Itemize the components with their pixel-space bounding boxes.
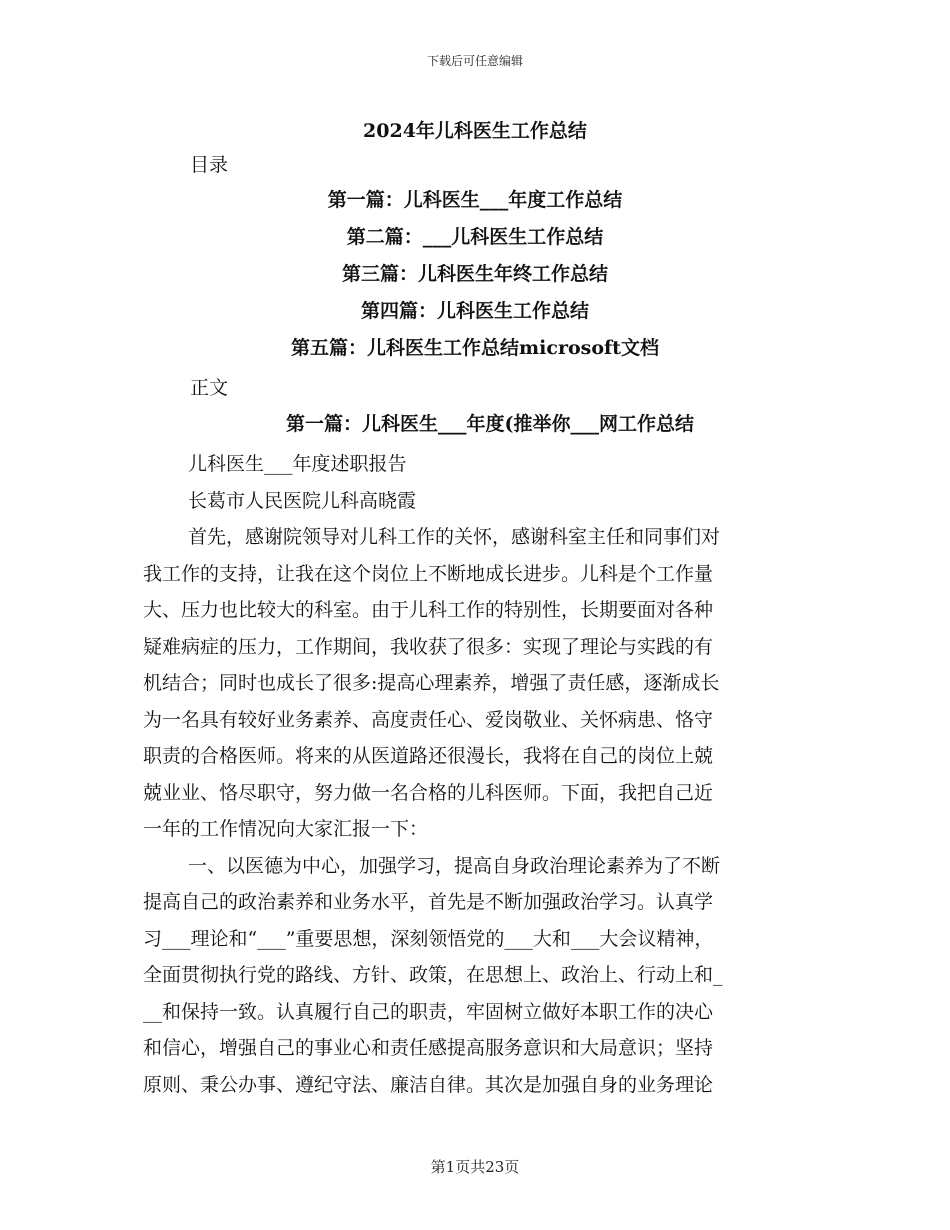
paragraph-1-line: 大、压力也比较大的科室。由于儿科工作的特别性，长期要面对各种 <box>143 599 714 621</box>
paragraph-1-line: 为一名具有较好业务素养、高度责任心、爱岗敬业、关怀病患、恪守 <box>143 708 714 731</box>
paragraph-1-line: 一年的工作情况向大家汇报一下： <box>143 818 429 840</box>
paragraph-1-line: 兢业业、恪尽职守，努力做一名合格的儿科医师。下面，我把自己近 <box>143 781 714 804</box>
paragraph-2-line: 习___理论和“___”重要思想，深刻领悟党的___大和___大会议精神， <box>143 927 714 950</box>
section-title: 第一篇：儿科医生___年度(推举你___网工作总结 <box>286 413 694 435</box>
toc-item-3: 第三篇：儿科医生年终工作总结 <box>341 263 608 285</box>
paragraph-1-line: 我工作的支持，让我在这个岗位上不断地成长进步。儿科是个工作量 <box>143 562 714 585</box>
toc-item-2: 第二篇：___儿科医生工作总结 <box>346 226 604 248</box>
paragraph-2-line: 原则、秉公办事、遵纪守法、廉洁自律。其次是加强自身的业务理论 <box>143 1073 714 1096</box>
paragraph-1-line: 职责的合格医师。将来的从医道路还很漫长，我将在自己的岗位上兢 <box>143 745 714 767</box>
toc-item-1: 第一篇：儿科医生___年度工作总结 <box>327 189 623 211</box>
body-text <box>143 446 809 1103</box>
document-title: 2024年儿科医生工作总结 <box>363 120 587 142</box>
paragraph-1-line: 机结合；同时也成长了很多:提高心理素养，增强了责任感，逐渐成长 <box>143 672 720 694</box>
table-of-contents <box>0 186 950 371</box>
paragraph-2-line: 全面贯彻执行党的路线、方针、政策，在思想上、政治上、行动上和_ <box>143 964 723 986</box>
paragraph-1-line: 疑难病症的压力，工作期间，我收获了很多：实现了理论与实践的有 <box>143 635 714 658</box>
paragraph-1-line: 首先，感谢院领导对儿科工作的关怀，感谢科室主任和同事们对 <box>188 526 721 548</box>
toc-label: 目录 <box>190 154 229 176</box>
report-title: 儿科医生___年度述职报告 <box>188 453 407 475</box>
toc-item-4: 第四篇：儿科医生工作总结 <box>360 300 589 322</box>
toc-item-5: 第五篇：儿科医生工作总结microsoft文档 <box>291 337 659 359</box>
paragraph-2-line: 和信心，增强自己的事业心和责任感提高服务意识和大局意识；坚持 <box>143 1037 714 1059</box>
page-footer: 第1页共23页 <box>430 1158 520 1176</box>
paragraph-2-line: __和保持一致。认真履行自己的职责，牢固树立做好本职工作的决心 <box>143 1000 714 1023</box>
author-line: 长葛市人民医院儿科高晓霞 <box>188 489 417 512</box>
page-header: 下载后可任意编辑 <box>426 54 523 68</box>
paragraph-2-line: 提高自己的政治素养和业务水平，首先是不断加强政治学习。认真学 <box>143 891 714 913</box>
body-label: 正文 <box>190 377 229 399</box>
paragraph-2-line: 一、以医德为中心，加强学习，提高自身政治理论素养为了不断 <box>188 854 721 877</box>
